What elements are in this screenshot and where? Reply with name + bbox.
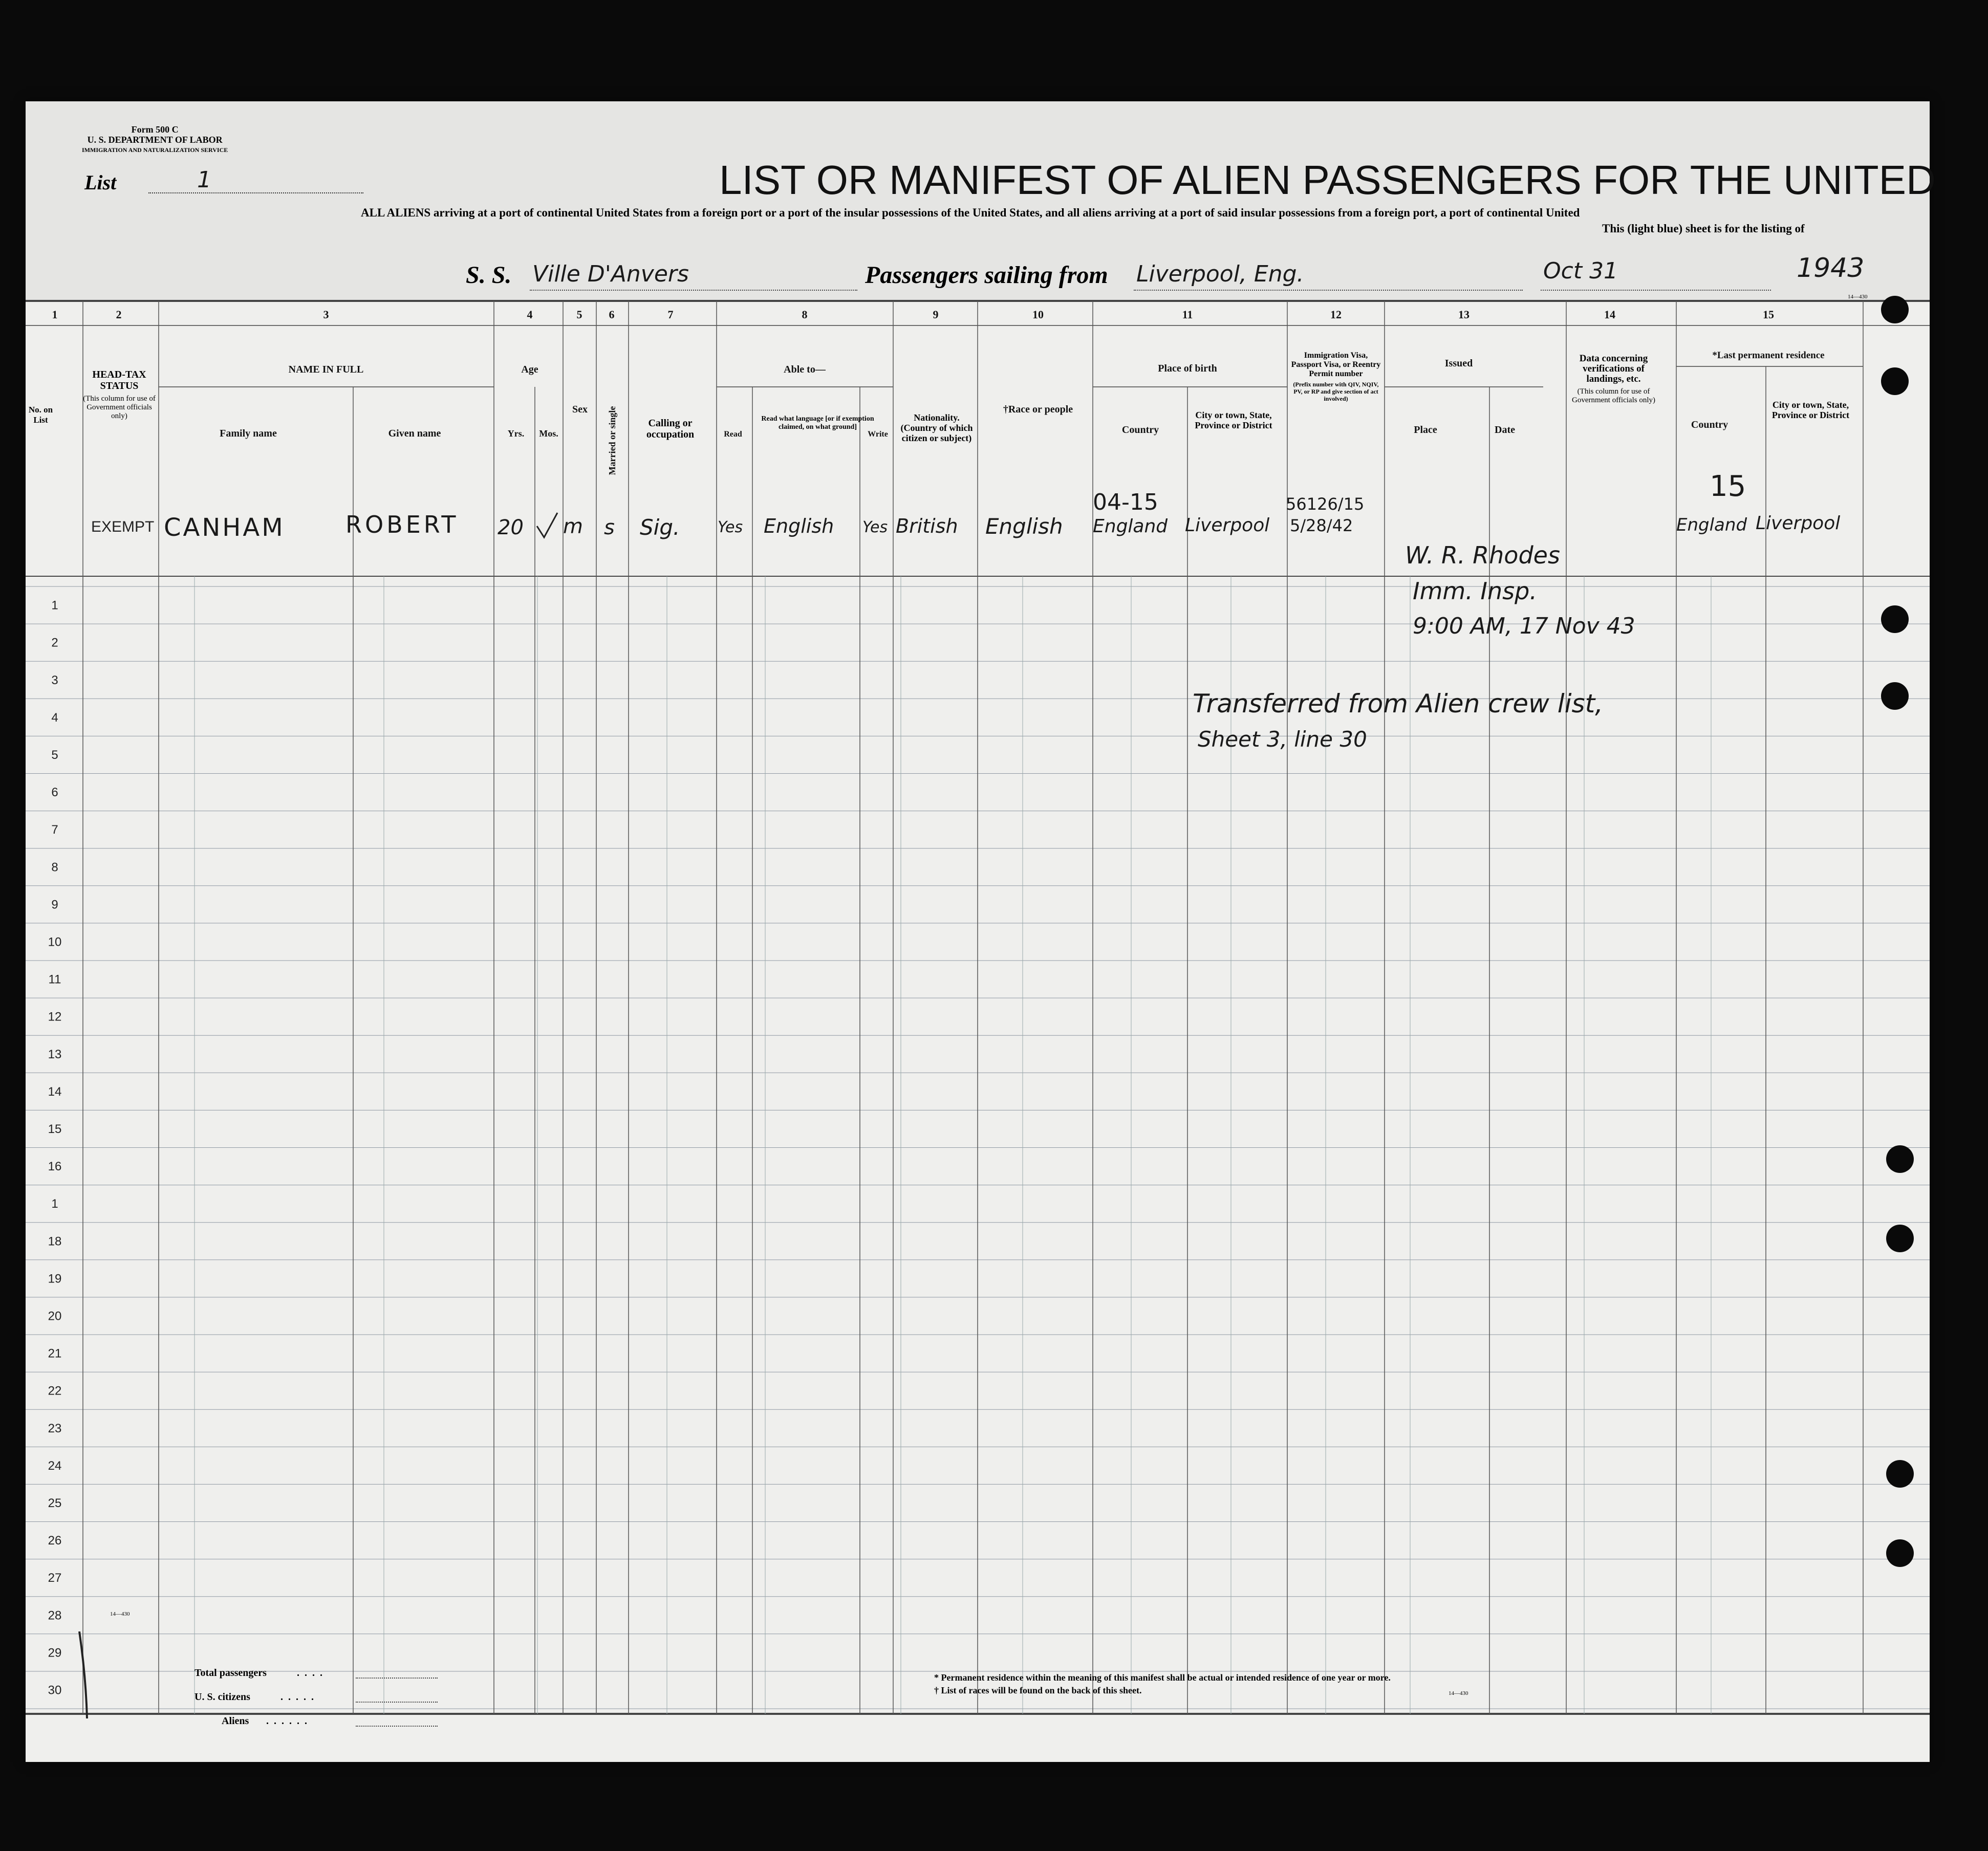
header-verifications-note: (This column for use of Government officials only) (1571, 387, 1655, 404)
binder-hole (1886, 1460, 1914, 1488)
header-head-tax: HEAD-TAX STATUS (92, 369, 146, 391)
header-able-to: Able to— (784, 364, 826, 375)
header-issued-place: Place (1414, 424, 1437, 435)
row-number: 21 (48, 1346, 62, 1361)
header-read: Read (724, 430, 742, 439)
visa-number: 56126/15 (1286, 494, 1365, 514)
row-number: 20 (48, 1309, 62, 1323)
col-num-14: 14 (1604, 308, 1615, 321)
departure-date: Oct 31 (1543, 258, 1618, 284)
sailing-label: Passengers sailing from (865, 262, 1108, 289)
ship-line (530, 290, 857, 291)
list-number-line (148, 192, 363, 193)
col-num-7: 7 (667, 308, 674, 321)
row-number: 4 (51, 710, 58, 725)
col-num-13: 13 (1458, 308, 1470, 321)
row-number: 29 (48, 1646, 62, 1660)
birth-country: England (1093, 516, 1168, 537)
header-place-of-birth: Place of birth (1158, 363, 1217, 374)
header-name-in-full: NAME IN FULL (288, 364, 364, 375)
row-number: 10 (48, 935, 62, 949)
col-num-2: 2 (116, 308, 122, 321)
header-family-name: Family name (220, 428, 277, 439)
head-tax-status: EXEMPT (91, 518, 155, 535)
form-code-bottom-right: 14—430 (1449, 1690, 1468, 1696)
header-verifications: Data concerning verifications of landings, etc. (1579, 353, 1648, 384)
header-age-yrs: Yrs. (507, 428, 525, 439)
col-num-6: 6 (609, 308, 615, 321)
header-age-mos: Mos. (539, 428, 558, 439)
row-number: 1 (51, 1197, 58, 1211)
row-number: 13 (48, 1047, 62, 1061)
row-number: 22 (48, 1384, 62, 1398)
row-number: 3 (51, 673, 58, 687)
birth-code: 04-15 (1093, 489, 1158, 515)
date-line (1541, 290, 1771, 291)
subtitle-line2: This (light blue) sheet is for the listing of (1602, 222, 1805, 235)
header-last-residence: *Last permanent residence (1712, 350, 1825, 361)
subtitle-line1: ALL ALIENS arriving at a port of continental United States from a foreign port or a port of the insular possessions of the United States, and all aliens arriving at a port of said insular possessions from a foreign port, a port of continental United (361, 206, 1580, 219)
header-race: †Race or people (1003, 404, 1073, 415)
footnote-races: † List of races will be found on the back of this sheet. (934, 1685, 1142, 1695)
ship-name: Ville D'Anvers (532, 261, 689, 287)
row-number: 1 (51, 598, 58, 613)
row-number: 7 (51, 823, 58, 837)
age-years: 20 (498, 516, 524, 539)
col-num-12: 12 (1330, 308, 1342, 321)
aliens-leader: ...... (266, 1715, 312, 1727)
col-num-3: 3 (323, 308, 329, 321)
visa-date: 5/28/42 (1290, 516, 1353, 535)
header-married-single: Married or single (607, 406, 617, 475)
header-age: Age (521, 364, 538, 375)
us-citizens-label: U. S. citizens (195, 1691, 250, 1703)
header-read-language: Read what language [or if exemption claimed, on what ground] (761, 415, 874, 431)
inspector-signature: W. R. Rhodes (1405, 541, 1560, 569)
binder-hole (1886, 1225, 1914, 1252)
row-number: 8 (51, 860, 58, 875)
row-number: 11 (48, 972, 61, 987)
ss-label: S. S. (466, 262, 512, 289)
binder-hole (1881, 682, 1909, 710)
race: English (985, 514, 1063, 539)
row-number: 16 (48, 1160, 62, 1174)
can-read: Yes (718, 518, 743, 536)
pencil-mark-icon (77, 1631, 97, 1724)
header-issued: Issued (1444, 358, 1473, 369)
list-number: 1 (197, 167, 211, 193)
department-name: U. S. DEPARTMENT OF LABOR (87, 135, 223, 145)
col-num-5: 5 (576, 308, 582, 321)
row-number: 12 (48, 1010, 62, 1024)
row-number: 23 (48, 1421, 62, 1435)
family-name: CANHAM (164, 513, 285, 542)
aliens-label: Aliens (222, 1715, 249, 1727)
col-num-11: 11 (1182, 308, 1193, 321)
row-number: 2 (51, 636, 58, 650)
us-citizens-line (356, 1702, 438, 1703)
row-number: 5 (51, 748, 58, 762)
occupation: Sig. (640, 515, 680, 540)
row-number: 24 (48, 1458, 62, 1473)
departure-port: Liverpool, Eng. (1136, 261, 1304, 287)
given-name: ROBERT (345, 511, 459, 538)
port-line (1134, 290, 1523, 291)
header-visa: Immigration Visa, Passport Visa, or Reentry Permit number (1291, 351, 1381, 378)
age-mos-check-icon (535, 511, 560, 541)
header-issued-date: Date (1495, 424, 1515, 435)
departure-year: 1943 (1797, 253, 1865, 284)
list-label: List (84, 171, 117, 194)
inspector-title: Imm. Insp. (1413, 577, 1537, 605)
col-num-8: 8 (802, 308, 808, 321)
row-number: 30 (48, 1683, 62, 1697)
manifest-sheet (26, 101, 1936, 1762)
residence-code: 15 (1710, 470, 1746, 503)
col-num-9: 9 (933, 308, 939, 321)
total-passengers-leader: .... (297, 1667, 328, 1679)
header-birth-country: Country (1121, 424, 1159, 435)
form-code-bottom-left: 14—430 (110, 1611, 130, 1617)
aliens-line (356, 1726, 438, 1727)
header-nationality: Nationality. (Country of which citizen or subject) (900, 412, 973, 443)
residence-country: England (1676, 515, 1747, 535)
header-visa-note: (Prefix number with QIV, NQIV, PV, or RP and give section of act involved) (1293, 381, 1379, 402)
binder-hole (1886, 1539, 1914, 1567)
total-passengers-label: Total passengers (195, 1667, 267, 1679)
binder-hole (1881, 605, 1909, 633)
nationality: British (896, 515, 958, 537)
header-birth-city: City or town, State, Province or District (1195, 410, 1272, 430)
form-number: Form 500 C (131, 124, 179, 135)
transfer-note-line1: Transferred from Alien crew list, (1193, 689, 1604, 718)
row-number: 6 (51, 786, 58, 800)
row-number: 18 (48, 1234, 62, 1249)
manifest-table (26, 300, 1930, 1720)
row-number: 26 (48, 1534, 62, 1548)
header-residence-country: Country (1691, 419, 1728, 430)
row-number: 25 (48, 1496, 62, 1510)
row-number: 15 (48, 1122, 62, 1136)
row-number: 14 (48, 1084, 62, 1099)
row-number: 9 (51, 898, 58, 912)
form-identifier (82, 124, 228, 155)
transfer-note-line2: Sheet 3, line 30 (1198, 727, 1367, 752)
can-write: Yes (862, 518, 888, 536)
sex: m (563, 515, 583, 538)
row-number: 27 (48, 1571, 62, 1585)
service-name: IMMIGRATION AND NATURALIZATION SERVICE (82, 146, 228, 154)
row-number: 19 (48, 1272, 62, 1286)
footnote-residence: * Permanent residence within the meaning of this manifest shall be actual or intended residence of one year or more. (934, 1672, 1391, 1683)
col-num-4: 4 (527, 308, 533, 321)
binder-hole (1886, 1145, 1914, 1173)
row-number: 28 (48, 1608, 62, 1623)
header-no-on-list: No. on List (28, 405, 53, 425)
column-numbers (52, 308, 1775, 321)
col-num-10: 10 (1032, 308, 1044, 321)
page-title: LIST OR MANIFEST OF ALIEN PASSENGERS FOR THE UNITED (719, 157, 1936, 203)
header-head-tax-note: (This column for use of Government officials only) (83, 395, 156, 420)
binder-hole (1881, 296, 1909, 323)
inspection-time: 9:00 AM, 17 Nov 43 (1413, 613, 1635, 639)
col-num-1: 1 (52, 308, 58, 321)
header-occupation: Calling or occupation (646, 418, 695, 440)
form-code-top: 14—430 (1848, 294, 1868, 300)
header-given-name: Given name (388, 428, 441, 439)
residence-city: Liverpool (1756, 513, 1841, 534)
header-residence-city: City or town, State, Province or District (1771, 400, 1850, 420)
total-passengers-line (356, 1678, 438, 1679)
binder-hole (1881, 367, 1909, 395)
header-sex: Sex (572, 404, 588, 415)
col-num-15: 15 (1763, 308, 1774, 321)
birth-city: Liverpool (1185, 515, 1270, 536)
us-citizens-leader: ..... (280, 1691, 319, 1703)
header-write: Write (868, 430, 888, 439)
read-language: English (764, 515, 834, 537)
marital-status: s (604, 516, 615, 539)
